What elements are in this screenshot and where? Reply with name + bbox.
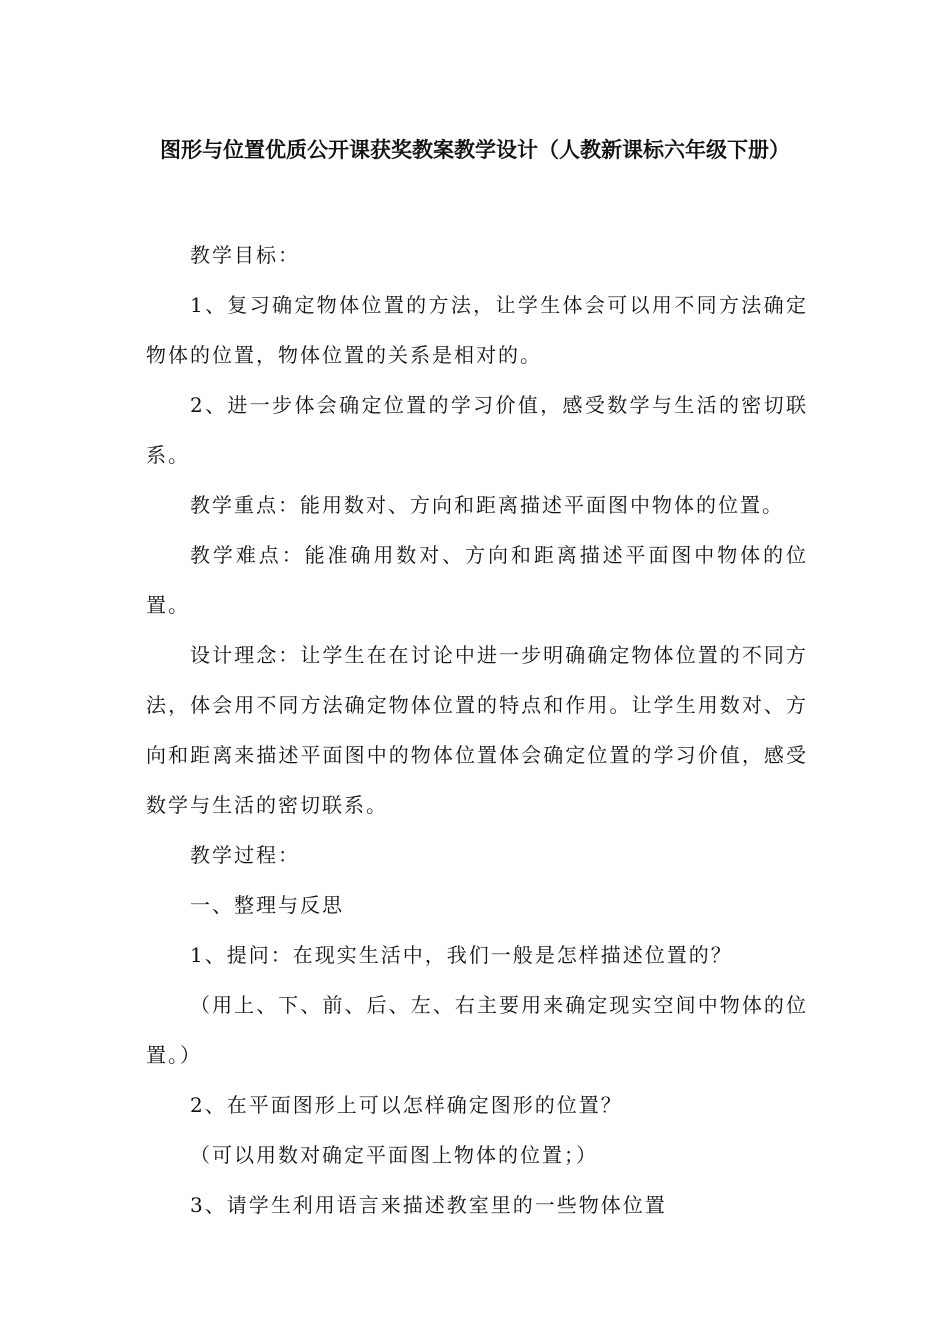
paragraph-objective-1: 1、复习确定物体位置的方法，让学生体会可以用不同方法确定物体的位置，物体位置的关系是相对的。 xyxy=(146,293,808,367)
paragraph-objective-2: 2、进一步体会确定位置的学习价值，感受数学与生活的密切联系。 xyxy=(146,393,808,467)
document-body xyxy=(146,230,808,1230)
document-title: 图形与位置优质公开课获奖教案教学设计（人教新课标六年级下册） xyxy=(160,138,790,162)
paragraph-question-3: 3、请学生利用语言来描述教室里的一些物体位置 xyxy=(190,1193,667,1217)
paragraph-key-point: 教学重点：能用数对、方向和距离描述平面图中物体的位置。 xyxy=(190,493,784,517)
paragraph-question-1: 1、提问：在现实生活中，我们一般是怎样描述位置的？ xyxy=(190,943,733,967)
paragraph-difficulty: 教学难点：能准确用数对、方向和距离描述平面图中物体的位置。 xyxy=(146,543,808,617)
paragraph-answer-2: （可以用数对确定平面图上物体的位置；） xyxy=(190,1143,598,1167)
paragraph-question-2: 2、在平面图形上可以怎样确定图形的位置？ xyxy=(190,1093,623,1117)
paragraph-design-concept: 设计理念：让学生在在讨论中进一步明确确定物体位置的不同方法，体会用不同方法确定物体位置的特点和作用。让学生用数对、方向和距离来描述平面图中的物体位置体会确定位置的学习价值，感受数学与生活的密切联系。 xyxy=(146,643,808,817)
section-heading-objectives: 教学目标： xyxy=(190,243,300,267)
paragraph-answer-1: （用上、下、前、后、左、右主要用来确定现实空间中物体的位置。） xyxy=(146,993,808,1067)
section-heading-process: 教学过程： xyxy=(190,843,300,867)
subsection-heading-reflection: 一、整理与反思 xyxy=(190,893,344,917)
